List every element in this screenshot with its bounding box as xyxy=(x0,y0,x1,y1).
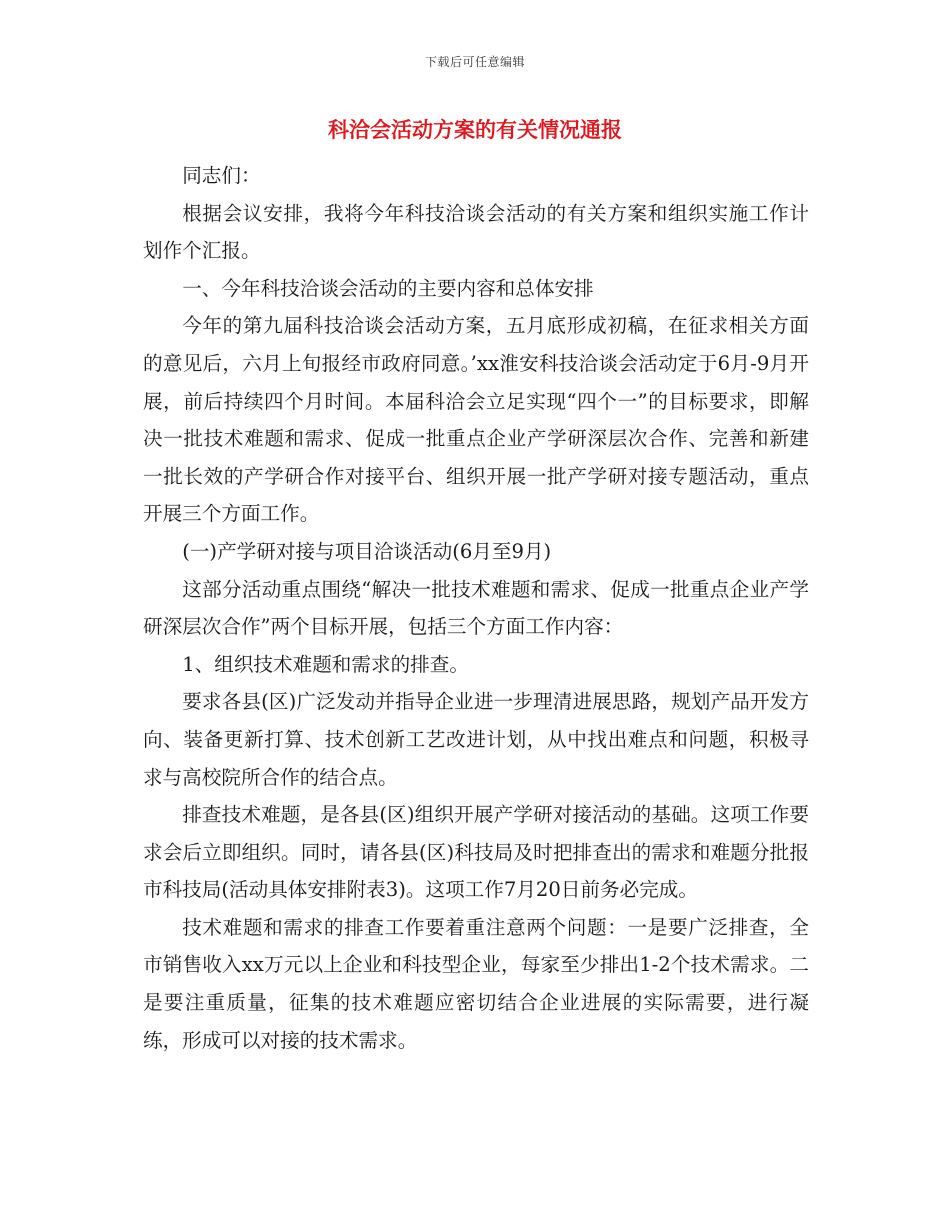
header-note: 下载后可任意编辑 xyxy=(424,55,525,69)
paragraph-issues: 技术难题和需求的排查工作要着重注意两个问题：一是要广泛排查，全市销售收入xx万元以上企业和科技型企业，每家至少排出1-2个技术需求。二是要注重质量，征集的技术难题应密切结合企业进展的实际需要，进行凝练，形成可以对接的技术需求。 xyxy=(143,915,809,1052)
document-body xyxy=(143,157,809,1059)
paragraph-intro: 根据会议安排，我将今年科技洽谈会活动的有关方案和组织实施工作计划作个汇报。 xyxy=(143,201,809,263)
document-title: 科洽会活动方案的有关情况通报 xyxy=(328,118,622,142)
paragraph-investigation: 排查技术难题，是各县(区)组织开展产学研对接活动的基础。这项工作要求会后立即组织。同时，请各县(区)科技局及时把排查出的需求和难题分批报市科技局(活动具体安排附表3)。这项工作7月20日前务必完成。 xyxy=(143,803,809,902)
paragraph-focus: 这部分活动重点围绕“解决一批技术难题和需求、促成一批重点企业产学研深层次合作”两个目标开展，包括三个方面工作内容： xyxy=(143,577,809,639)
paragraph-requirements: 要求各县(区)广泛发动并指导企业进一步理清进展思路，规划产品开发方向、装备更新打算、技术创新工艺改进计划，从中找出难点和问题，积极寻求与高校院所合作的结合点。 xyxy=(143,690,809,789)
item-heading-1: 1、组织技术难题和需求的排查。 xyxy=(182,652,469,676)
subsection-heading-1: (一)产学研对接与项目洽谈活动(6月至9月) xyxy=(182,539,552,563)
paragraph-greeting: 同志们： xyxy=(182,164,261,187)
section-heading-1: 一、今年科技洽谈会活动的主要内容和总体安排 xyxy=(182,276,594,300)
paragraph-overview: 今年的第九届科技洽谈会活动方案，五月底形成初稿，在征求相关方面的意见后，六月上旬报经市政府同意。’xx淮安科技洽谈会活动定于6月-9月开展，前后持续四个月时间。本届科洽会立足实现“四个一”的目标要求，即解决一批技术难题和需求、促成一批重点企业产学研深层次合作、完善和新建一批长效的产学研合作对接平台、组织开展一批产学研对接专题活动，重点开展三个方面工作。 xyxy=(143,314,809,526)
